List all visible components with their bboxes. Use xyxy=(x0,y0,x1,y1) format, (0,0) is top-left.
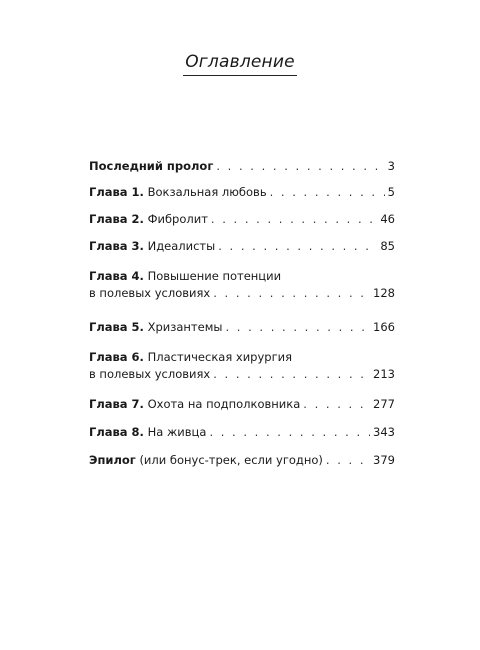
toc-entry-line xyxy=(89,349,395,366)
toc-entry-page: 46 xyxy=(380,212,395,226)
toc-entry-line-2 xyxy=(89,366,395,383)
toc-entry-prefix: Глава 5. xyxy=(89,320,144,334)
toc-leader-dots xyxy=(213,285,370,302)
toc-entry-title: (или бонус-трек, если угодно) xyxy=(139,453,323,467)
toc-entry-page: 343 xyxy=(373,425,395,439)
toc-entry-prefix: Глава 2. xyxy=(89,212,144,226)
toc-leader-dots xyxy=(216,158,384,175)
toc-entry-chapter-3[interactable] xyxy=(89,238,395,255)
toc-entry-page: 85 xyxy=(380,239,395,253)
toc-entry-line-2 xyxy=(89,285,395,302)
toc-entry-chapter-5[interactable] xyxy=(89,319,395,336)
toc-title: Оглавление xyxy=(183,52,297,76)
toc-leader-dots xyxy=(209,424,370,441)
toc-entry-page: 277 xyxy=(373,397,395,411)
toc-entry-title-continued: в полевых условиях xyxy=(89,367,211,381)
toc-entry-prologue[interactable] xyxy=(89,158,395,175)
toc-leader-dots xyxy=(218,238,377,255)
toc-entry-chapter-2[interactable] xyxy=(89,211,395,228)
toc-entry-title: Повышение потенции xyxy=(147,269,282,283)
toc-entry-page: 3 xyxy=(387,159,395,173)
toc-leader-dots xyxy=(225,319,370,336)
toc-leader-dots xyxy=(213,366,370,383)
toc-entry-title: Фибролит xyxy=(147,212,208,226)
toc-entry-label xyxy=(89,211,208,228)
toc-entry-title: Пластическая хирургия xyxy=(147,350,293,364)
toc-entry-prefix: Последний пролог xyxy=(89,159,214,173)
toc-entry-prefix: Глава 3. xyxy=(89,239,144,253)
toc-entry-epilogue[interactable] xyxy=(89,452,395,469)
toc-heading xyxy=(0,52,480,76)
toc-entry-line xyxy=(89,238,395,255)
toc-entry-title: Хризантемы xyxy=(147,320,223,334)
toc-entry-line xyxy=(89,424,395,441)
toc-entry-title-continued: в полевых условиях xyxy=(89,286,211,300)
toc-entry-prefix: Глава 4. xyxy=(89,269,144,283)
toc-leader-dots xyxy=(270,184,385,201)
toc-entry-prefix: Глава 6. xyxy=(89,350,144,364)
toc-entry-label xyxy=(89,184,267,201)
toc-entry-title: Вокзальная любовь xyxy=(147,185,267,199)
toc-entry-title: Идеалисты xyxy=(147,239,216,253)
toc-entry-label xyxy=(89,452,323,469)
toc-entry-label xyxy=(89,238,215,255)
toc-entry-line xyxy=(89,158,395,175)
toc-entry-label xyxy=(89,319,222,336)
toc-entry-line xyxy=(89,184,395,201)
toc-entry-line xyxy=(89,268,395,285)
toc-entry-title: Охота на подполковника xyxy=(147,397,301,411)
toc-leader-dots xyxy=(326,452,370,469)
toc-entry-line xyxy=(89,452,395,469)
toc-entry-chapter-6[interactable] xyxy=(89,349,395,383)
toc-entry-chapter-4[interactable] xyxy=(89,268,395,302)
toc-leader-dots xyxy=(303,396,370,413)
toc-entry-label xyxy=(89,158,213,175)
toc-entry-chapter-7[interactable] xyxy=(89,396,395,413)
toc-entry-page: 213 xyxy=(373,367,395,381)
toc-entry-chapter-8[interactable] xyxy=(89,424,395,441)
toc-entry-line xyxy=(89,211,395,228)
toc-entry-prefix: Глава 8. xyxy=(89,425,144,439)
toc-entry-page: 379 xyxy=(373,453,395,467)
toc-entry-page: 5 xyxy=(387,185,395,199)
toc-entry-page: 166 xyxy=(373,320,395,334)
toc-entry-page: 128 xyxy=(373,286,395,300)
toc-entry-title: На живца xyxy=(147,425,207,439)
toc-entry-prefix: Глава 1. xyxy=(89,185,144,199)
toc-entry-label xyxy=(89,396,300,413)
toc-entry-prefix: Эпилог xyxy=(89,453,136,467)
toc-entry-prefix: Глава 7. xyxy=(89,397,144,411)
toc-entry-label xyxy=(89,268,281,285)
toc-leader-dots xyxy=(211,211,377,228)
toc-entry-line xyxy=(89,396,395,413)
toc-entry-line xyxy=(89,319,395,336)
toc-entry-label xyxy=(89,349,292,366)
toc-entry-label xyxy=(89,424,206,441)
toc-entry-chapter-1[interactable] xyxy=(89,184,395,201)
